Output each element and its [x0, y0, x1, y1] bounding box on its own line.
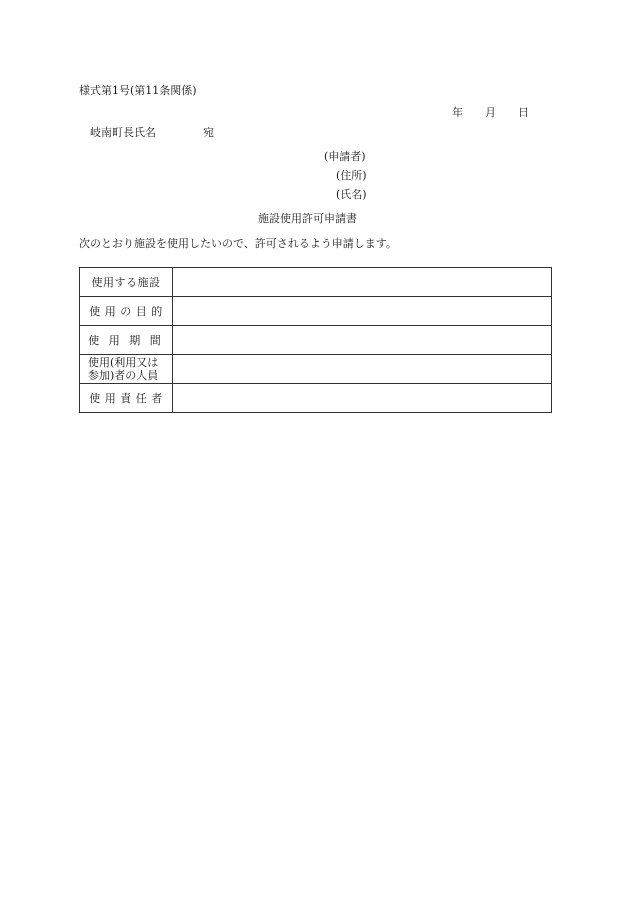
year-label: 年	[452, 106, 463, 119]
table-row	[80, 326, 552, 355]
intro-text: 次のとおり施設を使用したいので、許可されるよう申請します。	[79, 237, 397, 250]
row-value-period[interactable]	[173, 326, 552, 355]
application-table	[79, 267, 552, 413]
addressee-name: 岐南町長氏名	[90, 126, 156, 139]
row-label-participants	[80, 355, 173, 384]
month-label: 月	[485, 106, 496, 119]
addressee-suffix: 宛	[203, 126, 214, 139]
row-value-participants[interactable]	[173, 355, 552, 384]
row-label-period: 使 用 期 間	[80, 326, 173, 355]
row-value-facility[interactable]	[173, 268, 552, 297]
row-label-purpose: 使 用 の 目 的	[80, 297, 173, 326]
address-label: (住所)	[336, 169, 367, 182]
table-row	[80, 297, 552, 326]
row-value-responsible[interactable]	[173, 384, 552, 413]
table-row	[80, 355, 552, 384]
row-label-facility: 使用する施設	[80, 268, 173, 297]
applicant-label: (申請者)	[324, 150, 366, 163]
addressee-line	[90, 126, 214, 140]
date-line	[452, 106, 529, 120]
table-row	[80, 384, 552, 413]
row-label-responsible: 使 用 責 任 者	[80, 384, 173, 413]
row-label-participants-line2: 参加)者の人員	[88, 369, 159, 382]
table-row	[80, 268, 552, 297]
row-label-participants-line1: 使用(利用又は	[88, 356, 159, 369]
row-value-purpose[interactable]	[173, 297, 552, 326]
name-label: (氏名)	[336, 188, 367, 201]
document-title: 施設使用許可申請書	[258, 212, 357, 225]
form-number: 様式第1号(第11条関係)	[79, 84, 197, 97]
day-label: 日	[518, 106, 529, 119]
